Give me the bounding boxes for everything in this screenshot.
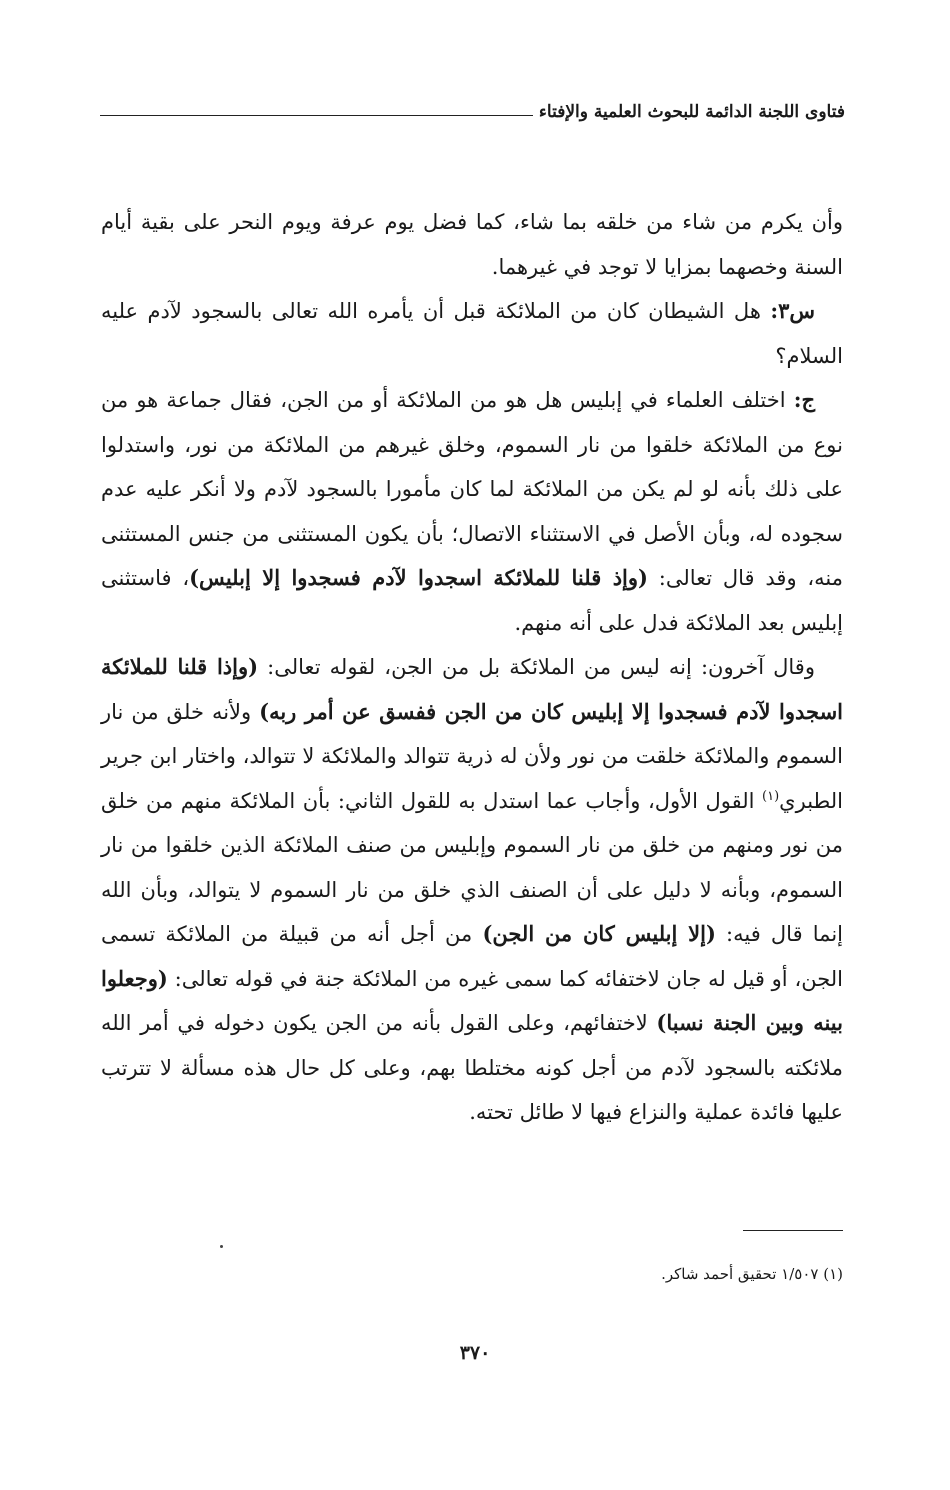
question-text: هل الشيطان كان من الملائكة قبل أن يأمره الله تعالى بالسجود لآدم عليه السلام؟ [101, 299, 843, 368]
footnote: (١) ١/٥٠٧ تحقيق أحمد شاكر. [661, 1265, 843, 1283]
footnote-reference[interactable]: (١) [762, 788, 780, 804]
others-text-2: ولأنه خلق من نار السموم والملائكة خلقت من نور ولأن له ذرية تتوالد والملائكة لا تتوالد، واختار ابن جرير الطبري [101, 699, 843, 813]
header-rule [100, 115, 533, 116]
paragraph-1-text: وأن يكرم من شاء من خلقه بما شاء، كما فضل يوم عرفة ويوم النحر على بقية أيام السنة وخصهما بمزايا لا توجد في غيرهما. [101, 210, 843, 279]
others-text-1: وقال آخرون: إنه ليس من الملائكة بل من الجن، لقوله تعالى: [258, 655, 815, 679]
quran-verse-2: (وإذا قلنا للملائكة اسجدوا لآدم فسجدوا إلا إبليس كان من الجن ففسق عن أمر ربه) [101, 654, 843, 724]
paragraph-others [101, 645, 843, 1135]
answer-text-1: اختلف العلماء في إبليس هل هو من الملائكة أو من الجن، فقال جماعة هو من نوع من الملائكة خلقوا من نار السموم، وخلق غيرهم من الملائكة من نور، واستدلوا على ذلك بأنه لو لم يكن من الملائكة لما كان مأمورا بالسجود لآدم ولا أنكر عليه عدم سجوده له، وبأن الأصل في الاستثناء الاتصال؛ بأن يكون المستثنى من جنس المستثنى منه، وقد قال تعالى: [101, 388, 844, 590]
print-speck [220, 1245, 223, 1248]
question-3 [101, 289, 843, 378]
answer-marker: ج: [793, 387, 815, 412]
others-text-5: لاختفائهم، وعلى القول بأنه من الجن يكون دخوله في أمر الله ملائكته بالسجود لآدم من أجل كونه مختلطا بهم، وعلى كل حال هذه مسألة لا تترتب عليها فائدة عملية والنزاع فيها لا طائل تحته. [101, 1011, 843, 1124]
others-text-4: من أجل أنه من قبيلة من الملائكة تسمى الجن، أو قيل له جان لاختفائه كما سمى غيره من الملائكة جنة في قوله تعالى: [101, 922, 843, 991]
book-title: فتاوى اللجنة الدائمة للبحوث العلمية والإفتاء [538, 102, 845, 122]
footnote-separator [743, 1230, 843, 1231]
others-text-3: القول الأول، وأجاب عما استدل به للقول الثاني: بأن الملائكة منهم من خلق من نور ومنهم من خلق من نار السموم وإبليس من صنف الملائكة الذين خلقوا من نار السموم، وبأنه لا دليل على أن الصنف الذي خلق من نار السموم لا يتوالد، وبأن الله إنما قال فيه: [101, 788, 844, 946]
quran-verse-3: (إلا إبليس كان من الجن) [482, 921, 716, 946]
quran-verse-4: (وجعلوا بينه وبين الجنة نسبا) [101, 965, 843, 1035]
quran-verse-1: (وإذ قلنا للملائكة اسجدوا لآدم فسجدوا إلا إبليس) [189, 565, 648, 590]
paragraph-1 [101, 200, 843, 289]
answer-text-2: ، فاستثنى إبليس بعد الملائكة فدل على أنه منهم. [101, 566, 843, 635]
running-header [100, 88, 845, 122]
question-marker: س٣: [770, 298, 815, 323]
main-text [101, 200, 843, 1135]
page-number: ٣٧٠ [459, 1342, 491, 1364]
answer-paragraph [101, 378, 843, 645]
